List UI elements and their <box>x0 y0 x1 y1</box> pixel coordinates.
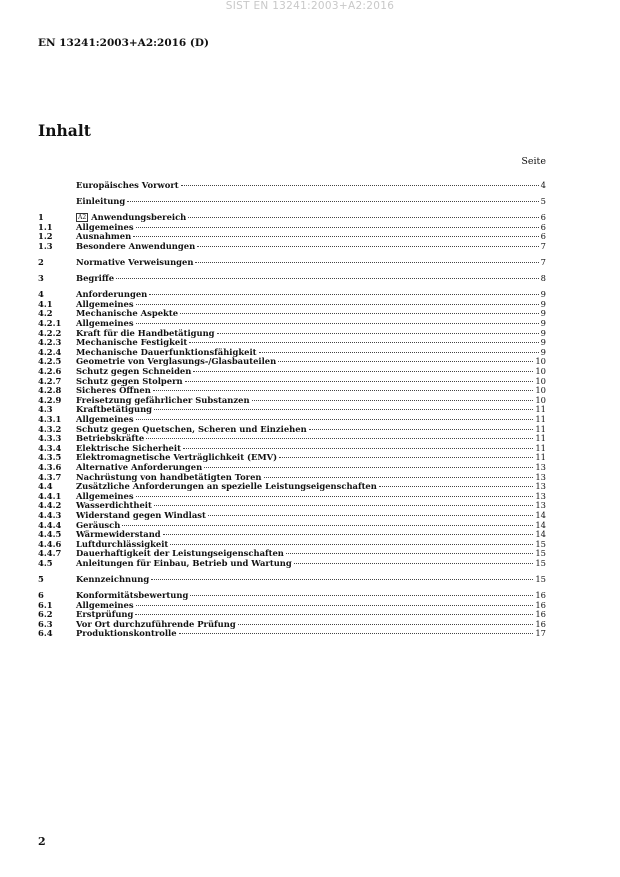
toc-entry-page: 13 <box>535 481 546 492</box>
toc-entry-title-wrap <box>76 242 195 252</box>
toc-entry-page: 8 <box>540 273 546 284</box>
toc-entry-title: Allgemeines <box>76 221 134 232</box>
dot-leader <box>122 525 533 526</box>
dot-leader <box>136 605 534 606</box>
toc-entry-title-wrap <box>76 258 193 268</box>
toc-entry-page: 16 <box>535 609 546 620</box>
toc-entry-title-wrap <box>76 629 177 639</box>
toc-entry-number: 6 <box>38 590 44 601</box>
toc-entry-title: Elektromagnetische Verträglichkeit (EMV) <box>76 452 278 463</box>
dot-leader <box>238 624 534 625</box>
dot-leader <box>179 633 534 634</box>
dot-leader <box>127 201 538 202</box>
toc-entry-number: 4.2.8 <box>38 385 62 396</box>
dot-leader <box>151 579 533 580</box>
toc-entry-page: 6 <box>540 221 546 232</box>
page-title: Inhalt <box>38 121 91 140</box>
toc-entry-title-wrap <box>76 197 125 207</box>
toc-entry-number: 4.4.2 <box>38 500 62 511</box>
dot-leader <box>204 467 533 468</box>
toc-entry-page: 17 <box>535 628 546 639</box>
toc-entry-page: 15 <box>535 573 546 584</box>
toc-entry-number: 4.3.6 <box>38 461 62 472</box>
toc-entry-title: Widerstand gegen Windlast <box>76 509 206 520</box>
toc-entry-number: 4.3.1 <box>38 413 62 424</box>
toc-entry-number: 4.2 <box>38 308 53 319</box>
toc-entry-number: 1.3 <box>38 240 53 251</box>
toc-entry-number: 4.3.7 <box>38 471 62 482</box>
toc-entry-title: Alternative Anforderungen <box>76 461 203 472</box>
toc-entry-title: Mechanische Festigkeit <box>76 337 188 348</box>
dot-leader <box>136 304 539 305</box>
toc-entry-page: 9 <box>540 346 546 357</box>
toc-entry[interactable] <box>38 629 546 639</box>
toc-entry-page: 4 <box>540 180 546 190</box>
dot-leader <box>279 457 533 458</box>
toc-entry-number: 4.1 <box>38 298 53 309</box>
toc-entry-page: 11 <box>535 404 546 415</box>
toc-entry-title: Vor Ort durchzuführende Prüfung <box>76 618 236 629</box>
dot-leader <box>197 246 538 247</box>
toc-entry-page: 6 <box>540 212 546 223</box>
toc-entry-title: Ausnahmen <box>76 231 132 242</box>
toc-entry-title: Geometrie von Verglasungs-/Glasbauteilen <box>76 356 277 367</box>
toc-entry-title-wrap <box>76 274 114 284</box>
toc-entry[interactable] <box>38 181 546 191</box>
toc-entry-title: Schutz gegen Schneiden <box>76 366 192 376</box>
dot-leader <box>154 409 533 410</box>
toc-entry-title: Allgemeines <box>76 490 134 501</box>
toc-entry-page: 13 <box>535 490 546 501</box>
page-column-label: Seite <box>521 156 546 167</box>
toc-entry-page: 16 <box>535 599 546 610</box>
dot-leader <box>146 438 533 439</box>
toc-entry-number: 4.2.3 <box>38 337 62 348</box>
dot-leader <box>286 553 533 554</box>
dot-leader <box>149 294 538 295</box>
toc-entry-number: 6.3 <box>38 618 53 629</box>
toc-entry-number: 4.4.3 <box>38 509 62 520</box>
dot-leader <box>188 217 538 218</box>
dot-leader <box>181 185 539 186</box>
watermark: SIST EN 13241:2003+A2:2016 <box>225 0 395 12</box>
toc-entry-page: 9 <box>540 289 546 300</box>
toc-entry-page: 9 <box>540 298 546 309</box>
toc-entry-title-wrap <box>76 559 292 569</box>
toc-entry-page: 11 <box>535 413 546 424</box>
dot-leader <box>278 361 533 362</box>
toc-entry-number: 6.4 <box>38 628 53 639</box>
toc-entry-title: Luftdurchlässigkeit <box>76 538 169 549</box>
toc-entry-page: 14 <box>535 519 546 530</box>
toc-entry-page: 16 <box>535 590 546 601</box>
toc-entry-title: Nachrüstung von handbetätigten Toren <box>76 471 262 482</box>
toc-entry[interactable] <box>38 197 546 207</box>
toc-entry-page: 13 <box>535 500 546 511</box>
toc-entry-number: 4.5 <box>38 557 53 568</box>
toc-entry-title: Erstprüfung <box>76 609 134 620</box>
toc-entry-number: 6.1 <box>38 599 53 610</box>
toc-entry-number: 4.2.6 <box>38 366 62 376</box>
toc-entry-number: 4.4.1 <box>38 490 62 501</box>
dot-leader <box>190 595 533 596</box>
dot-leader <box>309 429 534 430</box>
toc-entry-title: Dauerhaftigkeit der Leistungseigenschaften <box>76 548 284 559</box>
dot-leader <box>252 400 534 401</box>
dot-leader <box>136 496 534 497</box>
toc-entry-title: Einleitung <box>76 196 126 207</box>
toc-entry-number: 4.4.5 <box>38 529 62 540</box>
toc-entry-page: 10 <box>535 356 546 367</box>
toc-entry-number: 4.4.4 <box>38 519 62 530</box>
toc-entry-number: 4.3.3 <box>38 433 62 444</box>
toc-entry-page: 10 <box>535 366 546 376</box>
toc-entry-number: 4.3 <box>38 404 53 415</box>
toc-entry-title: Wasserdichtheit <box>76 500 152 511</box>
toc-entry-number: 1.2 <box>38 231 53 242</box>
toc-entry-title: Begriffe <box>76 273 115 284</box>
toc-entry-title: Allgemeines <box>76 599 134 610</box>
dot-leader <box>170 544 533 545</box>
dot-leader <box>217 333 539 334</box>
dot-leader <box>294 563 534 564</box>
toc-entry-title: Mechanische Aspekte <box>76 308 179 319</box>
toc-entry-number: 4.2.1 <box>38 318 62 329</box>
toc-entry-title: Kennzeichnung <box>76 573 150 584</box>
toc-entry-number: 4.2.4 <box>38 346 62 357</box>
amendment-marker-icon: A2 <box>78 214 87 222</box>
toc-entry-page: 10 <box>535 375 546 386</box>
toc-entry-number: 2 <box>38 257 44 268</box>
toc-entry-title: Normative Verweisungen <box>76 257 194 268</box>
toc-entry-page: 11 <box>535 423 546 434</box>
toc-entry-title: Allgemeines <box>76 318 134 329</box>
toc-entry-number: 4.4.7 <box>38 548 62 559</box>
toc-entry-number: 4.3.4 <box>38 442 62 453</box>
dot-leader <box>180 313 539 314</box>
toc-entry-page: 9 <box>540 327 546 338</box>
toc-entry-title: Zusätzliche Anforderungen an spezielle Leistungseigenschaften <box>76 481 377 492</box>
toc-entry-title-wrap <box>76 575 149 585</box>
toc-entry[interactable] <box>38 258 546 268</box>
toc-entry-page: 13 <box>535 471 546 482</box>
page-number: 2 <box>38 835 46 848</box>
toc-entry-number: 4.2.2 <box>38 327 62 338</box>
dot-leader <box>195 262 538 263</box>
toc-entry-title: Allgemeines <box>76 298 134 309</box>
toc-entry-page: 5 <box>540 196 546 207</box>
toc-entry-number: 4 <box>38 289 44 300</box>
toc-entry-number: 4.2.5 <box>38 356 62 367</box>
dot-leader <box>154 505 533 506</box>
toc-entry-title: Geräusch <box>76 519 121 530</box>
toc-entry-page: 11 <box>535 452 546 463</box>
toc-entry-page: 7 <box>540 257 546 268</box>
dot-leader <box>163 534 534 535</box>
toc-entry-page: 11 <box>535 433 546 444</box>
toc-entry-title: Mechanische Dauerfunktionsfähigkeit <box>76 346 257 357</box>
toc-entry-number: 4.4.6 <box>38 538 62 549</box>
dot-leader <box>136 227 539 228</box>
toc-entry-title: Schutz gegen Stolpern <box>76 375 183 386</box>
dot-leader <box>379 486 533 487</box>
toc-entry-title: Anwendungsbereich <box>91 212 187 223</box>
toc-entry-page: 14 <box>535 529 546 540</box>
toc-entry-number: 4.2.7 <box>38 375 62 386</box>
dot-leader <box>153 390 534 391</box>
toc-entry-number: 4.3.5 <box>38 452 62 463</box>
dot-leader <box>116 278 539 279</box>
toc-entry-title: Allgemeines <box>76 413 134 424</box>
toc-entry-title: Sicheres Öffnen <box>76 385 151 396</box>
toc-entry-title: Betriebskräfte <box>76 433 145 444</box>
toc-entry-page: 9 <box>540 308 546 319</box>
toc-entry-title: Europäisches Vorwort <box>76 180 179 190</box>
toc-entry-page: 6 <box>540 231 546 242</box>
dot-leader <box>183 448 533 449</box>
toc-entry-title-wrap <box>76 181 179 191</box>
toc-entry-title: Anleitungen für Einbau, Betrieb und Wartung <box>76 557 292 568</box>
dot-leader <box>264 477 534 478</box>
dot-leader <box>136 323 539 324</box>
dot-leader <box>208 515 533 516</box>
toc-entry-number: 4.4 <box>38 481 53 492</box>
dot-leader <box>185 381 534 382</box>
toc-entry-title: Kraftbetätigung <box>76 404 153 415</box>
toc-entry-number: 4.2.9 <box>38 394 62 405</box>
dot-leader <box>189 342 538 343</box>
toc-entry-page: 9 <box>540 337 546 348</box>
toc-entry-number: 6.2 <box>38 609 53 620</box>
toc-entry[interactable] <box>38 242 546 252</box>
toc-entry-title: Produktionskontrolle <box>76 628 177 639</box>
dot-leader <box>193 371 533 372</box>
toc-entry[interactable] <box>38 575 546 585</box>
toc-entry-number: 1.1 <box>38 221 53 232</box>
toc-entry-page: 9 <box>540 318 546 329</box>
dot-leader <box>133 236 538 237</box>
toc-entry-title: Wärmewiderstand <box>76 529 161 540</box>
toc-entry-page: 15 <box>535 557 546 568</box>
toc-entry[interactable] <box>38 559 546 569</box>
dot-leader <box>259 352 539 353</box>
table-of-contents <box>38 181 546 639</box>
toc-entry-page: 10 <box>535 394 546 405</box>
toc-entry-page: 10 <box>535 385 546 396</box>
toc-entry-title: Besondere Anwendungen <box>76 240 196 251</box>
toc-entry-title: Elektrische Sicherheit <box>76 442 181 453</box>
toc-entry-number: 3 <box>38 273 44 284</box>
toc-entry-title: Konformitätsbewertung <box>76 590 189 601</box>
toc-entry-title: Freisetzung gefährlicher Substanzen <box>76 394 250 405</box>
toc-entry-title: Kraft für die Handbetätigung <box>76 327 215 338</box>
toc-entry-page: 16 <box>535 618 546 629</box>
toc-entry-page: 14 <box>535 509 546 520</box>
toc-entry-title: Schutz gegen Quetschen, Scheren und Einziehen <box>76 423 307 434</box>
dot-leader <box>135 614 533 615</box>
toc-entry-number: 4.3.2 <box>38 423 62 434</box>
toc-entry-page: 11 <box>535 442 546 453</box>
toc-entry-page: 13 <box>535 461 546 472</box>
toc-entry-page: 7 <box>540 240 546 251</box>
dot-leader <box>136 419 534 420</box>
toc-entry-number: 1 <box>38 212 44 223</box>
toc-entry-title: Anforderungen <box>76 289 148 300</box>
toc-entry[interactable] <box>38 274 546 284</box>
document-id: EN 13241:2003+A2:2016 (D) <box>38 37 209 49</box>
toc-entry-page: 15 <box>535 538 546 549</box>
toc-entry-number: 5 <box>38 573 44 584</box>
toc-entry-page: 15 <box>535 548 546 559</box>
